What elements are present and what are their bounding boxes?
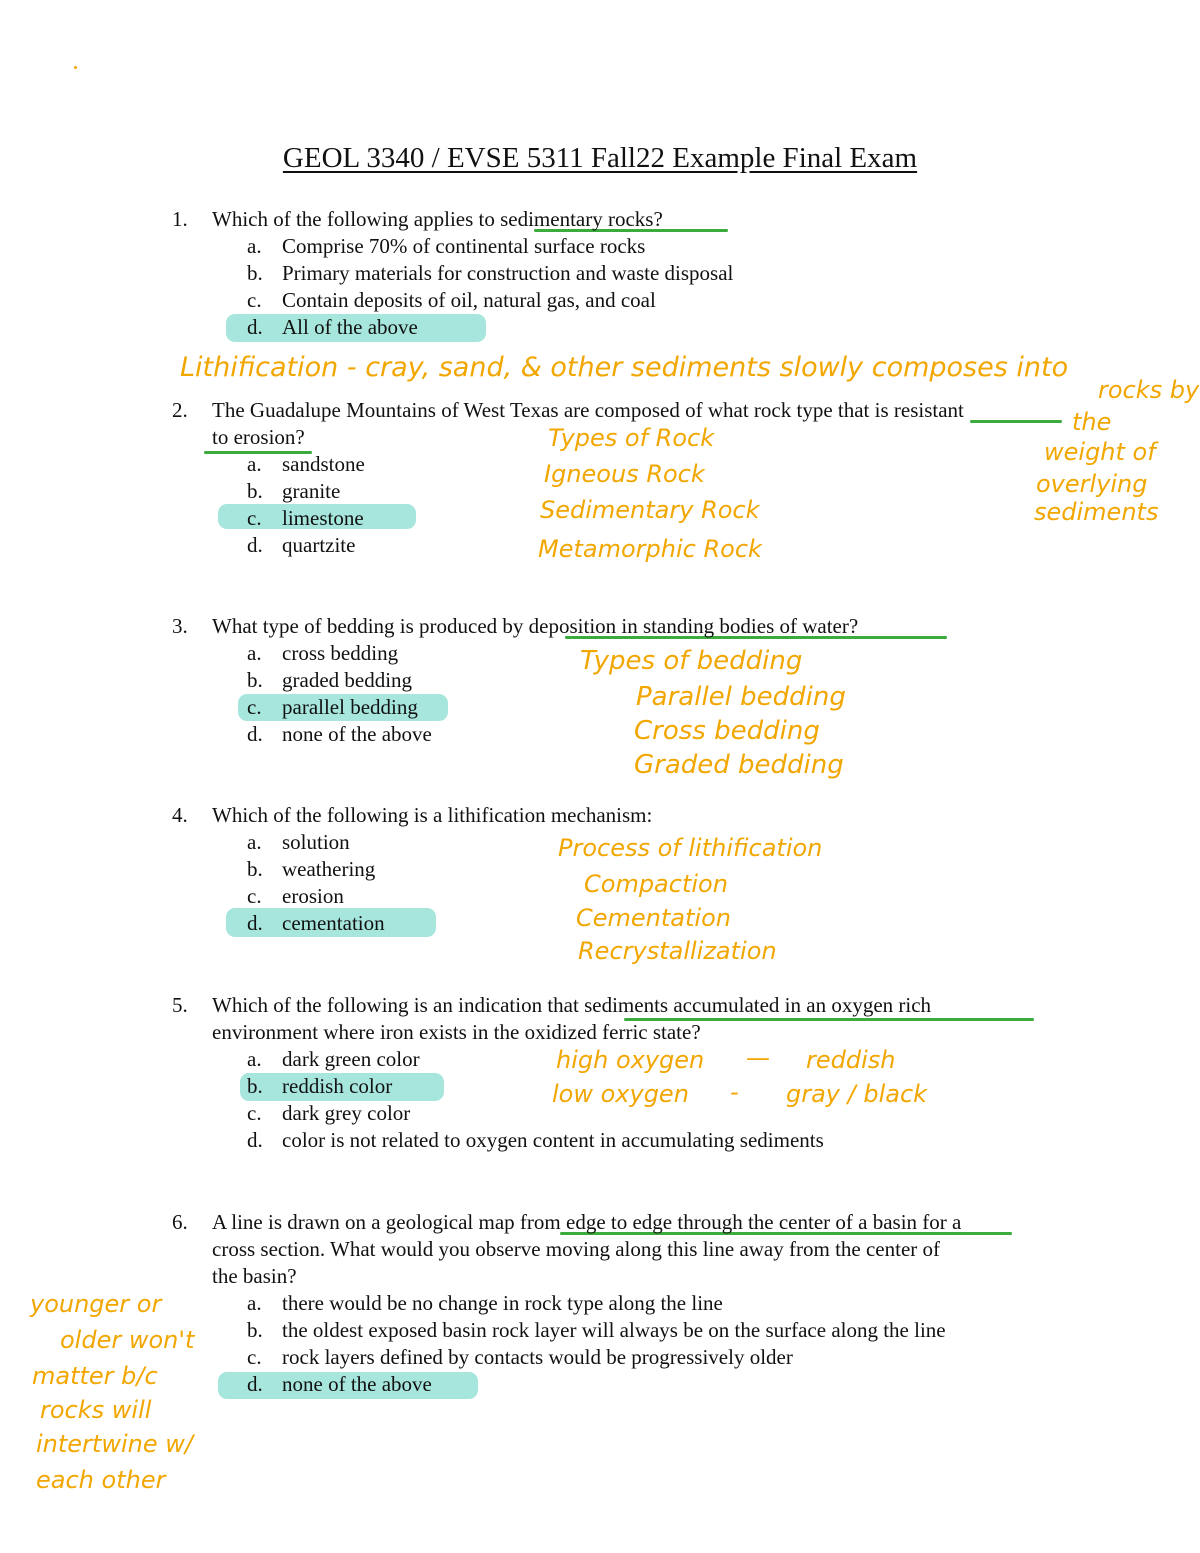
handwritten-rock-types: Metamorphic Rock [538, 535, 762, 563]
option-text: cementation [282, 911, 385, 935]
handwritten-basin-note: younger or [30, 1290, 162, 1318]
option-text: dark grey color [282, 1101, 411, 1125]
option-text: Primary materials for construction and waste disposal [282, 261, 734, 285]
option-text: weathering [282, 857, 376, 881]
option-text: erosion [282, 884, 344, 908]
option-letter: d. [247, 315, 263, 339]
option-text: cross bedding [282, 641, 399, 665]
option-a [247, 829, 350, 856]
option-d [247, 532, 355, 559]
option-a [247, 640, 398, 667]
option-letter: d. [247, 1372, 263, 1396]
question-text: to erosion? [212, 425, 305, 449]
option-text: All of the above [282, 315, 418, 339]
question-text: The Guadalupe Mountains of West Texas are composed of what rock type that is resistant [212, 398, 964, 422]
option-letter: c. [247, 1101, 262, 1125]
question-number: 2. [172, 398, 188, 422]
handwritten-bedding-types: Parallel bedding [636, 682, 846, 712]
question-number: 6. [172, 1210, 188, 1234]
handwritten-side-note: the [1072, 408, 1112, 436]
option-d [247, 1127, 824, 1154]
exam-title: GEOL 3340 / EVSE 5311 Fall22 Example Final Exam [282, 142, 918, 174]
handwritten-bedding-types: Cross bedding [634, 716, 820, 746]
question-text: environment where iron exists in the oxidized ferric state? [212, 1020, 701, 1044]
option-letter: c. [247, 288, 262, 312]
handwritten-rock-types: Sedimentary Rock [540, 496, 760, 524]
option-letter: a. [247, 234, 262, 258]
handwritten-lithification-note: Lithification - cray, sand, & other sediments slowly composes into [180, 352, 1069, 383]
question-number: 3. [172, 614, 188, 638]
option-a [247, 233, 645, 260]
question-number: 5. [172, 993, 188, 1017]
question-text: Which of the following is an indication that sediments accumulated in an oxygen rich [212, 993, 932, 1017]
option-letter: a. [247, 1047, 262, 1071]
option-letter: c. [247, 884, 262, 908]
option-letter: a. [247, 452, 262, 476]
option-text: Contain deposits of oil, natural gas, and coal [282, 288, 656, 312]
option-text: rock layers defined by contacts would be progressively older [282, 1345, 793, 1369]
option-letter: b. [247, 1318, 263, 1342]
option-text: graded bedding [282, 668, 413, 692]
option-a [247, 451, 365, 478]
handwritten-lithification-process: Compaction [584, 870, 728, 898]
option-letter: a. [247, 1291, 262, 1315]
handwritten-dash: - [730, 1078, 739, 1106]
handwritten-oxygen-level: low oxygen [552, 1080, 689, 1108]
handwritten-lithification-process: Process of lithification [558, 834, 823, 862]
question-text: A line is drawn on a geological map from edge to edge through the center of a basin for a [212, 1210, 962, 1234]
option-b [247, 856, 375, 883]
option-letter: d. [247, 722, 263, 746]
option-letter: c. [247, 695, 262, 719]
option-b [247, 1073, 392, 1100]
option-letter: b. [247, 479, 263, 503]
handwritten-basin-note: each other [36, 1466, 166, 1494]
option-d [247, 314, 418, 341]
option-c [247, 505, 364, 532]
option-text: the oldest exposed basin rock layer will always be on the surface along the line [282, 1318, 946, 1342]
option-text: granite [282, 479, 341, 503]
question-text: Which of the following applies to sedimentary rocks? [212, 207, 663, 231]
option-text: color is not related to oxygen content in accumulating sediments [282, 1128, 824, 1152]
option-text: quartzite [282, 533, 356, 557]
option-letter: c. [247, 506, 262, 530]
option-letter: a. [247, 830, 262, 854]
handwritten-bedding-types: Types of bedding [580, 646, 803, 676]
option-letter: b. [247, 1074, 263, 1098]
handwritten-side-note: sediments [1034, 498, 1159, 526]
handwritten-basin-note: older won't [60, 1326, 195, 1354]
option-c [247, 1100, 410, 1127]
option-b [247, 260, 733, 287]
option-b [247, 667, 412, 694]
option-letter: d. [247, 911, 263, 935]
option-text: dark green color [282, 1047, 420, 1071]
option-b [247, 1317, 946, 1344]
handwritten-side-note: overlying [1036, 470, 1148, 498]
handwritten-rock-types: Igneous Rock [544, 460, 705, 488]
question-text: the basin? [212, 1264, 297, 1288]
handwritten-rock-types: Types of Rock [548, 424, 715, 452]
option-d [247, 1371, 432, 1398]
handwritten-basin-note: rocks will [40, 1396, 152, 1424]
option-text: sandstone [282, 452, 365, 476]
question-text: What type of bedding is produced by deposition in standing bodies of water? [212, 614, 859, 638]
option-text: none of the above [282, 722, 432, 746]
option-c [247, 287, 656, 314]
option-text: there would be no change in rock type along the line [282, 1291, 723, 1315]
option-text: Comprise 70% of continental surface rocks [282, 234, 646, 258]
option-text: parallel bedding [282, 695, 418, 719]
option-letter: b. [247, 261, 263, 285]
key-underline [970, 420, 1062, 423]
option-letter: c. [247, 1345, 262, 1369]
handwritten-lithification-process: Cementation [576, 904, 731, 932]
option-letter: d. [247, 533, 263, 557]
option-a [247, 1290, 723, 1317]
question-number: 1. [172, 207, 188, 231]
option-b [247, 478, 340, 505]
ink-speck [74, 66, 77, 69]
option-letter: b. [247, 668, 263, 692]
option-text: reddish color [282, 1074, 393, 1098]
option-text: none of the above [282, 1372, 432, 1396]
question-text: cross section. What would you observe moving along this line away from the center of [212, 1237, 941, 1261]
option-text: limestone [282, 506, 364, 530]
handwritten-oxygen-color: reddish [806, 1046, 896, 1074]
option-c [247, 694, 418, 721]
handwritten-dash: — [746, 1044, 770, 1072]
handwritten-bedding-types: Graded bedding [634, 750, 844, 780]
option-d [247, 721, 432, 748]
handwritten-side-note: rocks by [1098, 376, 1200, 404]
option-letter: d. [247, 1128, 263, 1152]
handwritten-basin-note: matter b/c [32, 1362, 158, 1390]
option-letter: b. [247, 857, 263, 881]
question-number: 4. [172, 803, 188, 827]
handwritten-oxygen-color: gray / black [786, 1080, 928, 1108]
option-c [247, 883, 344, 910]
handwritten-side-note: weight of [1044, 438, 1156, 466]
option-d [247, 910, 385, 937]
handwritten-lithification-process: Recrystallization [578, 937, 777, 965]
option-c [247, 1344, 793, 1371]
handwritten-basin-note: intertwine w/ [36, 1430, 193, 1458]
option-text: solution [282, 830, 350, 854]
option-letter: a. [247, 641, 262, 665]
option-a [247, 1046, 420, 1073]
question-text: Which of the following is a lithification mechanism: [212, 803, 653, 827]
handwritten-oxygen-level: high oxygen [556, 1046, 705, 1074]
